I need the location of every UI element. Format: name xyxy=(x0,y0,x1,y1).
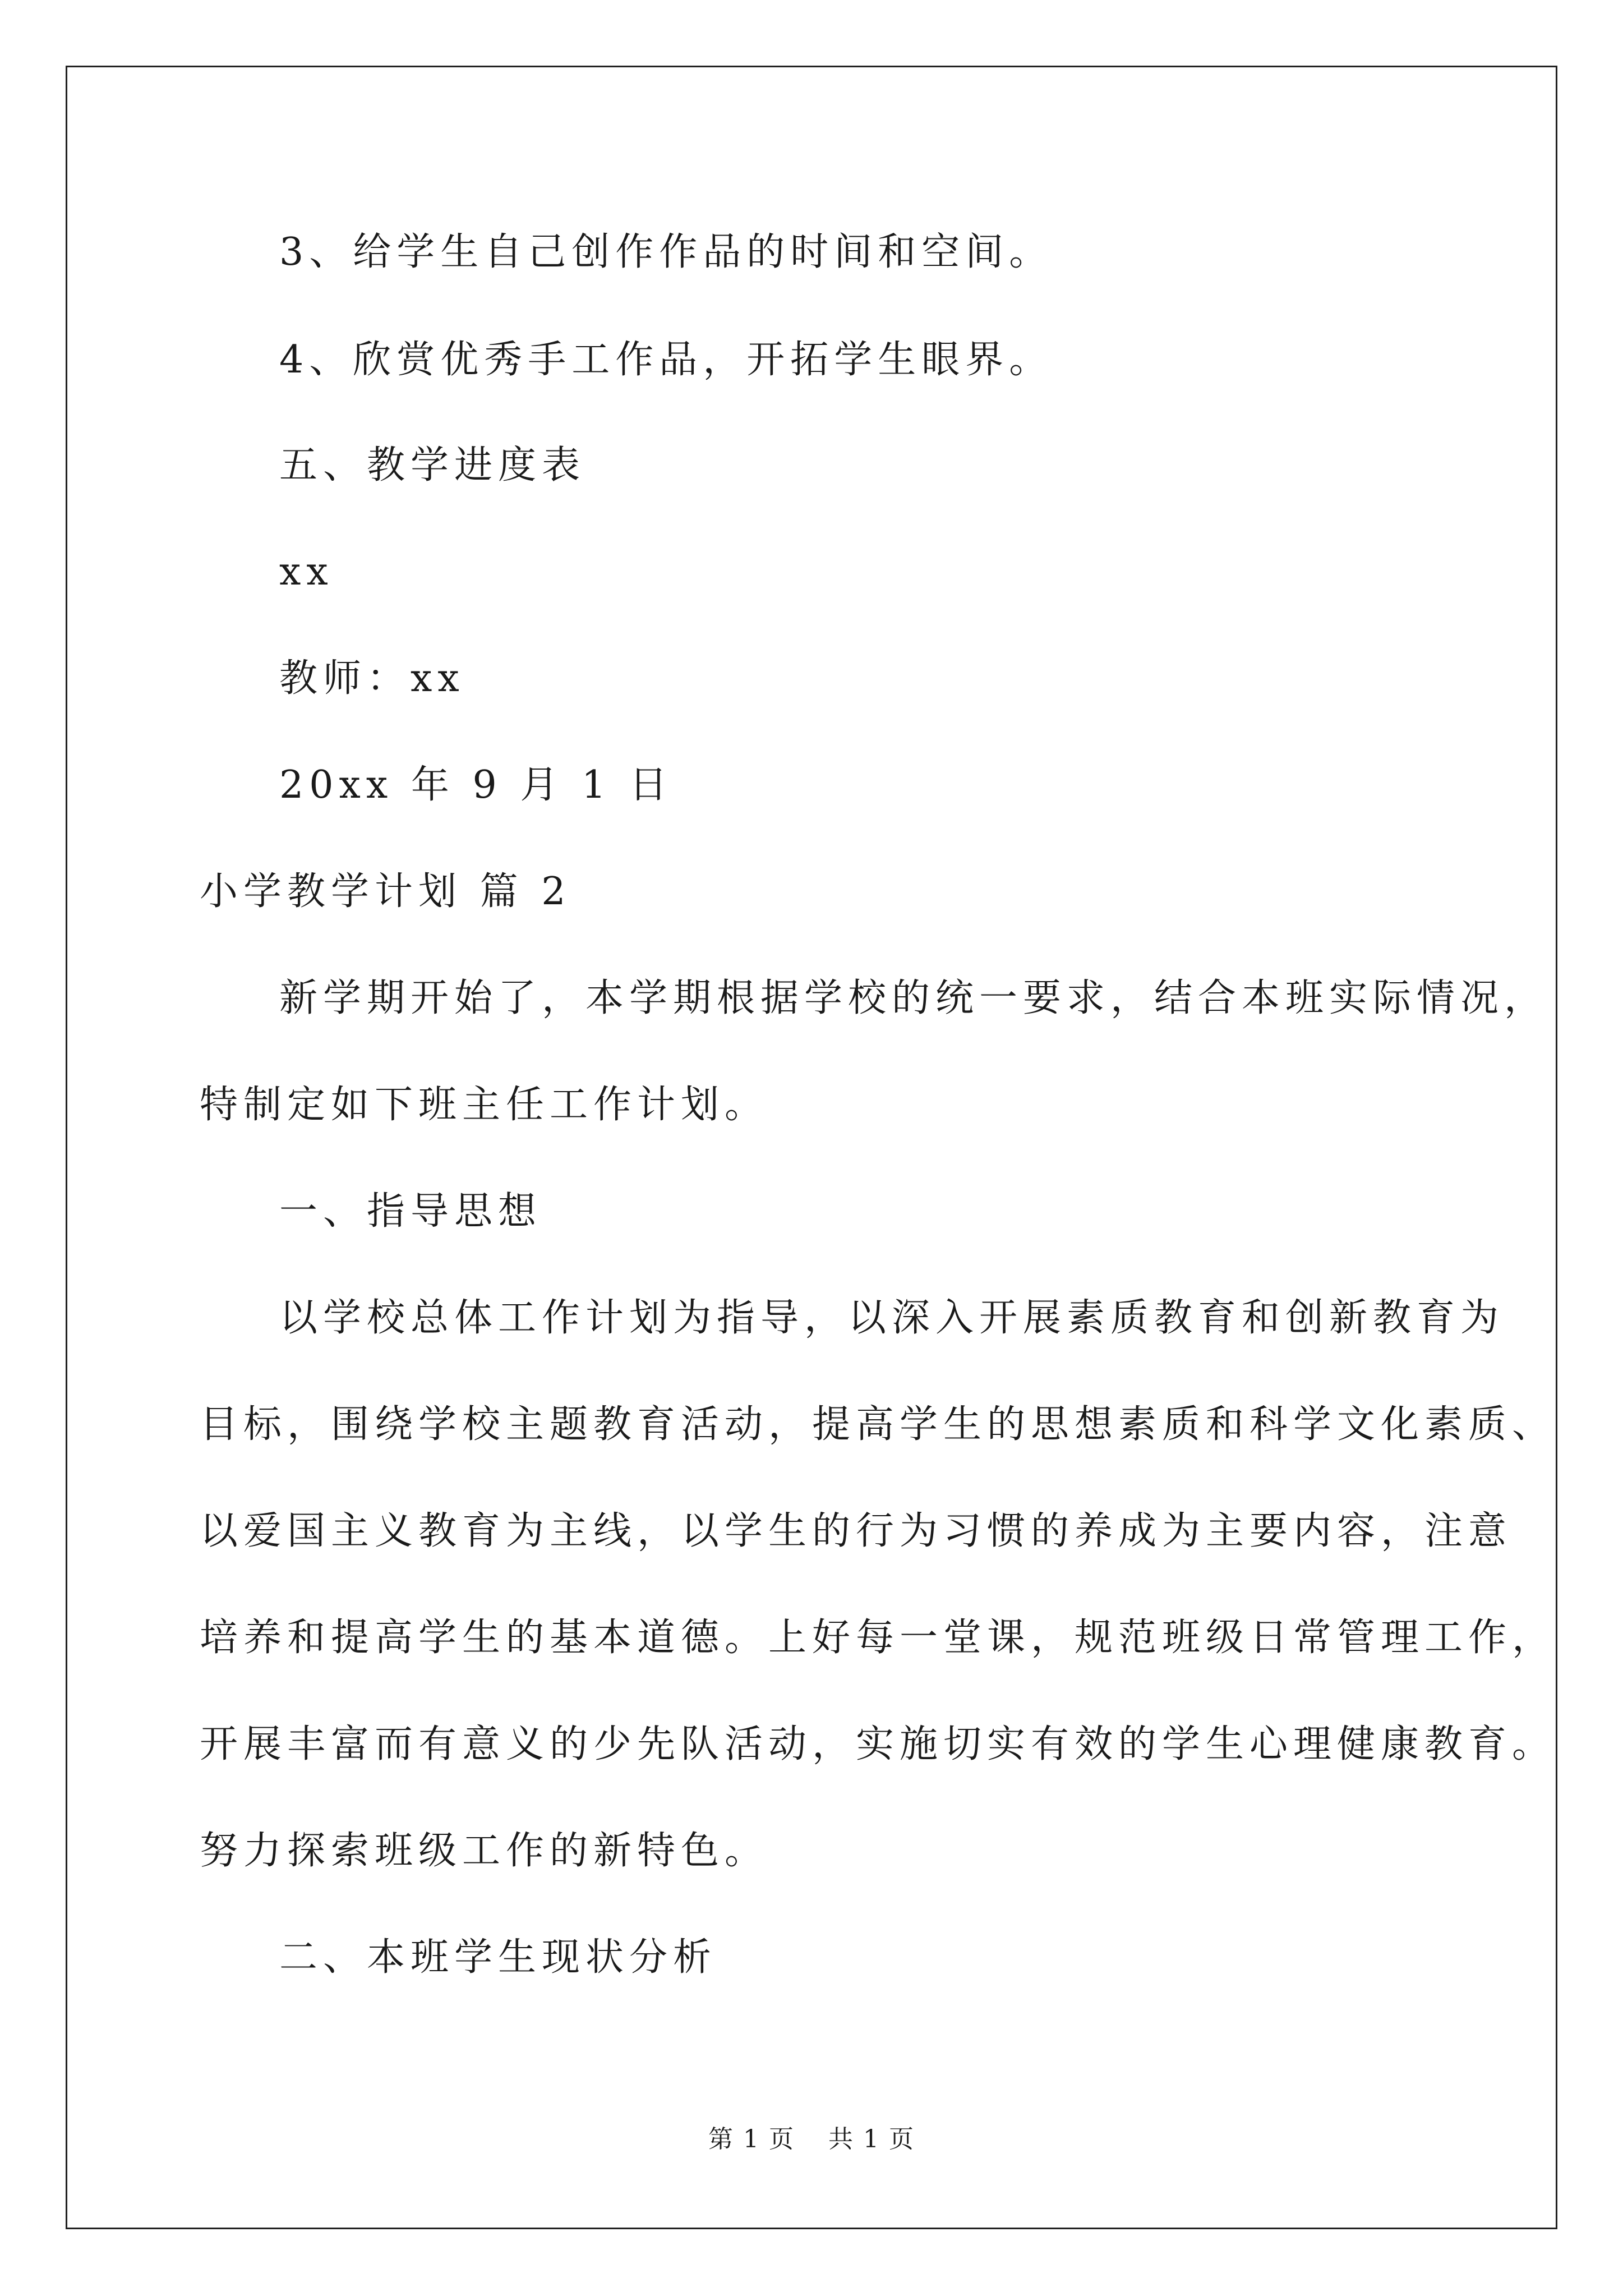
paragraph-guiding-line-3: 以爱国主义教育为主线，以学生的行为习惯的养成为主要内容，注意 xyxy=(200,1509,1513,1553)
paragraph-guiding-line-1: 以学校总体工作计划为指导，以深入开展素质教育和创新教育为 xyxy=(279,1296,1505,1340)
section-heading-5: 五、教学进度表 xyxy=(279,443,586,487)
teacher-line: 教师：xx xyxy=(279,656,465,701)
text-line-3: 3、给学生自己创作作品的时间和空间。 xyxy=(279,230,1053,274)
paragraph-guiding-line-2: 目标，围绕学校主题教育活动，提高学生的思想素质和科学文化素质、 xyxy=(200,1402,1556,1447)
page-border xyxy=(66,66,1557,2229)
page-total: 共 1 页 xyxy=(828,2125,915,2154)
text-xx: xx xyxy=(279,550,334,594)
paragraph-guiding-line-6: 努力探索班级工作的新特色。 xyxy=(200,1829,769,1873)
article-title: 小学教学计划 篇 2 xyxy=(200,869,571,914)
paragraph-guiding-line-4: 培养和提高学生的基本道德。上好每一堂课，规范班级日常管理工作， xyxy=(200,1616,1556,1660)
page-footer xyxy=(0,2125,1623,2154)
paragraph-intro-line-2: 特制定如下班主任工作计划。 xyxy=(200,1083,769,1127)
paragraph-guiding-line-5: 开展丰富而有意义的少先队活动，实施切实有效的学生心理健康教育。 xyxy=(200,1722,1556,1766)
paragraph-intro-line-1: 新学期开始了，本学期根据学校的统一要求，结合本班实际情况， xyxy=(279,976,1548,1020)
section-heading-2: 二、本班学生现状分析 xyxy=(279,1935,717,1980)
text-line-4: 4、欣赏优秀手工作品，开拓学生眼界。 xyxy=(279,338,1053,382)
page-number: 第 1 页 xyxy=(708,2125,795,2154)
section-heading-1: 一、指导思想 xyxy=(279,1189,542,1234)
date-line: 20xx 年 9 月 1 日 xyxy=(279,763,673,807)
